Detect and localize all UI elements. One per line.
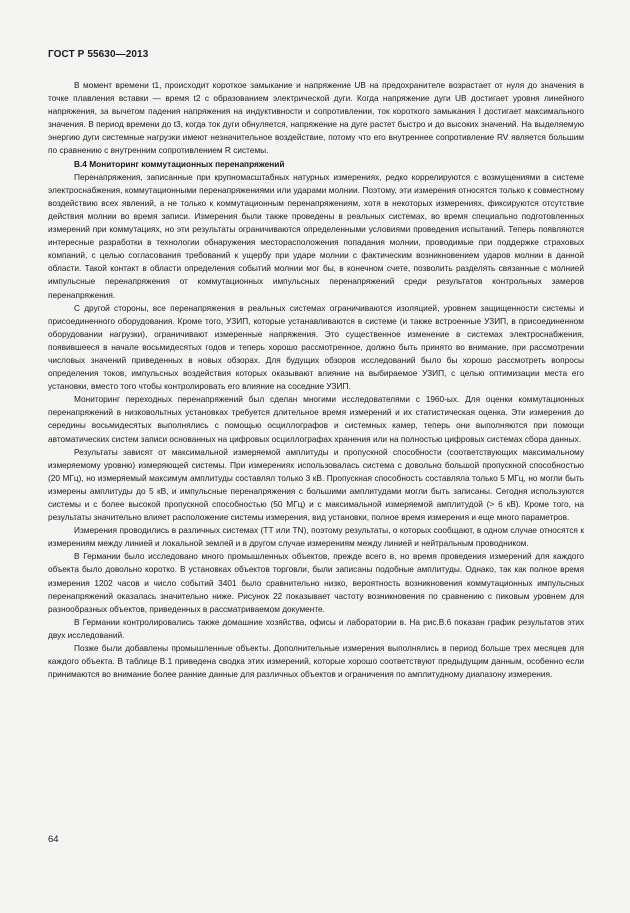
- paragraph-monitoring-history: Мониторинг переходных перенапряжений был сделан многими исследователями с 1960-ых. Для оценки коммутационных перенапряжений в низковольтных установках требуется длительное время измерений и их статистическая оценка. Эти измерения до середины восьмидесятых выполнялись с помощью осциллографов и системных камер, теперь они выполняются при помощи автоматических систем записи основанных на цифровых осциллографах хранения или на полностью цифровых системах сбора данных.: [48, 394, 584, 444]
- section-heading-b4: В.4 Мониторинг коммутационных перенапряжений: [74, 158, 285, 169]
- paragraph-fuse-arc: В момент времени t1, происходит короткое замыкание и напряжение UВ на предохранителе возрастает от нуля до значения в точке плавления вставки — время t2 с образованием электрической дуги. Когда напряжение дуги UВ достигает уровня линейного напряжения, за вычетом падения напряжения на индуктивности и сопротивлении, ток короткого замыкания I достигает максимального значения. В период времени до t3, когда ток дуги обнуляется, напряжение на дуге растет быстро и до высоких значений. На выделяемую энергию дуги системные нагрузки имеют незначительное воздействие, потому что его внутреннее сопротивление RV является большим по сравнению с внутренним сопротивлением R системы.: [48, 80, 584, 156]
- paragraph-industrial-added: Позже были добавлены промышленные объекты. Дополнительные измерения выполнялись в период больше трех месяцев для каждого объекта. В таблице В.1 приведена сводка этих измерений, которые хорошо соответствуют предыдущим данным, особенно если принимаются во внимание более ранние данные для различных объектов и ограничения по амплитудному диапазону измерения.: [48, 643, 584, 680]
- paragraph-results: Результаты зависят от максимальной измеряемой амплитуды и пропускной способности (соответствующих максимальному измеряемому уровню) измеряющей системы. При измерениях использовалась система с довольно большой пропускной способностью (20 МГц), но измеряемый максимум амплитуды составлял только 3 кВ. Пропускная способность составляла только 5 МГц, но могли быть измерены амплитуды до 5 кВ, и импульсные перенапряжения с большими амплитудами могли быть записаны. Сегодня используются системы и с более высокой пропускной способностью (50 МГц) и с максимальной измеряемой амплитудой (> 6 кВ). Кроме того, на результаты значительно влияет расположение системы измерения, вид установки, полное время измерения и еще много параметров.: [48, 446, 584, 523]
- paragraph-systems: Измерения проводились в различных системах (ТТ или TN), поэтому результаты, о которых сообщают, в одном случае относятся к измерениям между линией и локальной землей и в другом случае измерениям между линией и нейтральным проводником.: [48, 525, 584, 549]
- paragraph-overvoltages: Перенапряжения, записанные при крупномасштабных натурных измерениях, редко коррелируются с возмущениями в системе электроснабжения, коммутационными перенапряжениями или ударами молнии. Поэтому, эти измерения относятся только к совместному воздействию всех явлений, а не только к коммутационным перенапряжениям, хотя в некоторых измерениях, фиксируются отсутствие действия молнии во время записи. Измерения были также проведены в реальных системах, во время специально подготовленных измерений при коммутациях, но эти результаты ограничиваются определенными условиями проведения испытаний. Теперь появляются интересные разработки в технологии обнаружения месторасположения попадания молнии, проводимые при поддержке страховых компаний, с целью согласования требований к ущербу при ударе молнии с фактическим возникновением ударов молнии в данной области. Такой контакт в области определения событий молнии мог бы, в конечном счете, позволить разделять связанные с молнией импульсные перенапряжения от коммутационных импульсных перенапряжений среди результатов контрольных замеров перенапряжения.: [48, 171, 584, 300]
- page-number: 64: [48, 834, 59, 845]
- paragraph-germany-industrial: В Германии было исследовано много промышленных объектов, прежде всего в, но время проведения измерений для каждого объекта было довольно коротко. В установках объектов торговли, были записаны подобные амплитуды. Однако, так как полное время измерения 1202 часов и число событий 3401 было сравнительно низко, вероятность возникновения коммутационных импульсных перенапряжений оказалась значительно ниже. Рисунок 22 показывает частоту возникновения по сравнению с пиковым уровнем для разнообразных объектов, приведенных в рассматриваемом документе.: [48, 551, 584, 614]
- paragraph-germany-households: В Германии контролировались также домашние хозяйства, офисы и лаборатории в. На рис.В.6 показан график результатов этих двух исследований.: [48, 616, 584, 640]
- document-header: ГОСТ Р 55630—2013: [48, 49, 149, 60]
- paragraph-insulation: С другой стороны, все перенапряжения в реальных системах ограничиваются изоляцией, уровнем защищенности системы и присоединенного оборудования. Кроме того, УЗИП, которые устанавливаются в системе (и также встроенные УЗИП, в присоединенном оборудовании нагрузки), ограничивают измеренные напряжения. Это существенное изменение в системах электроснабжения, появившееся в начале восьмидесятых годов и теперь хорошо рассмотренное, должно быть принято во внимание, при рассмотрении числовых значений приведенных в новых обзорах. Для будущих обзоров исследований было бы хорошо рассмотреть вопросы определения токов, импульсных воздействия которых оказывают влияние на выбираемое УЗИП, с целью оптимизации места его установки, вместо того чтобы контролировать его влияние на соседние УЗИП.: [48, 302, 584, 392]
- document-body: [48, 79, 584, 681]
